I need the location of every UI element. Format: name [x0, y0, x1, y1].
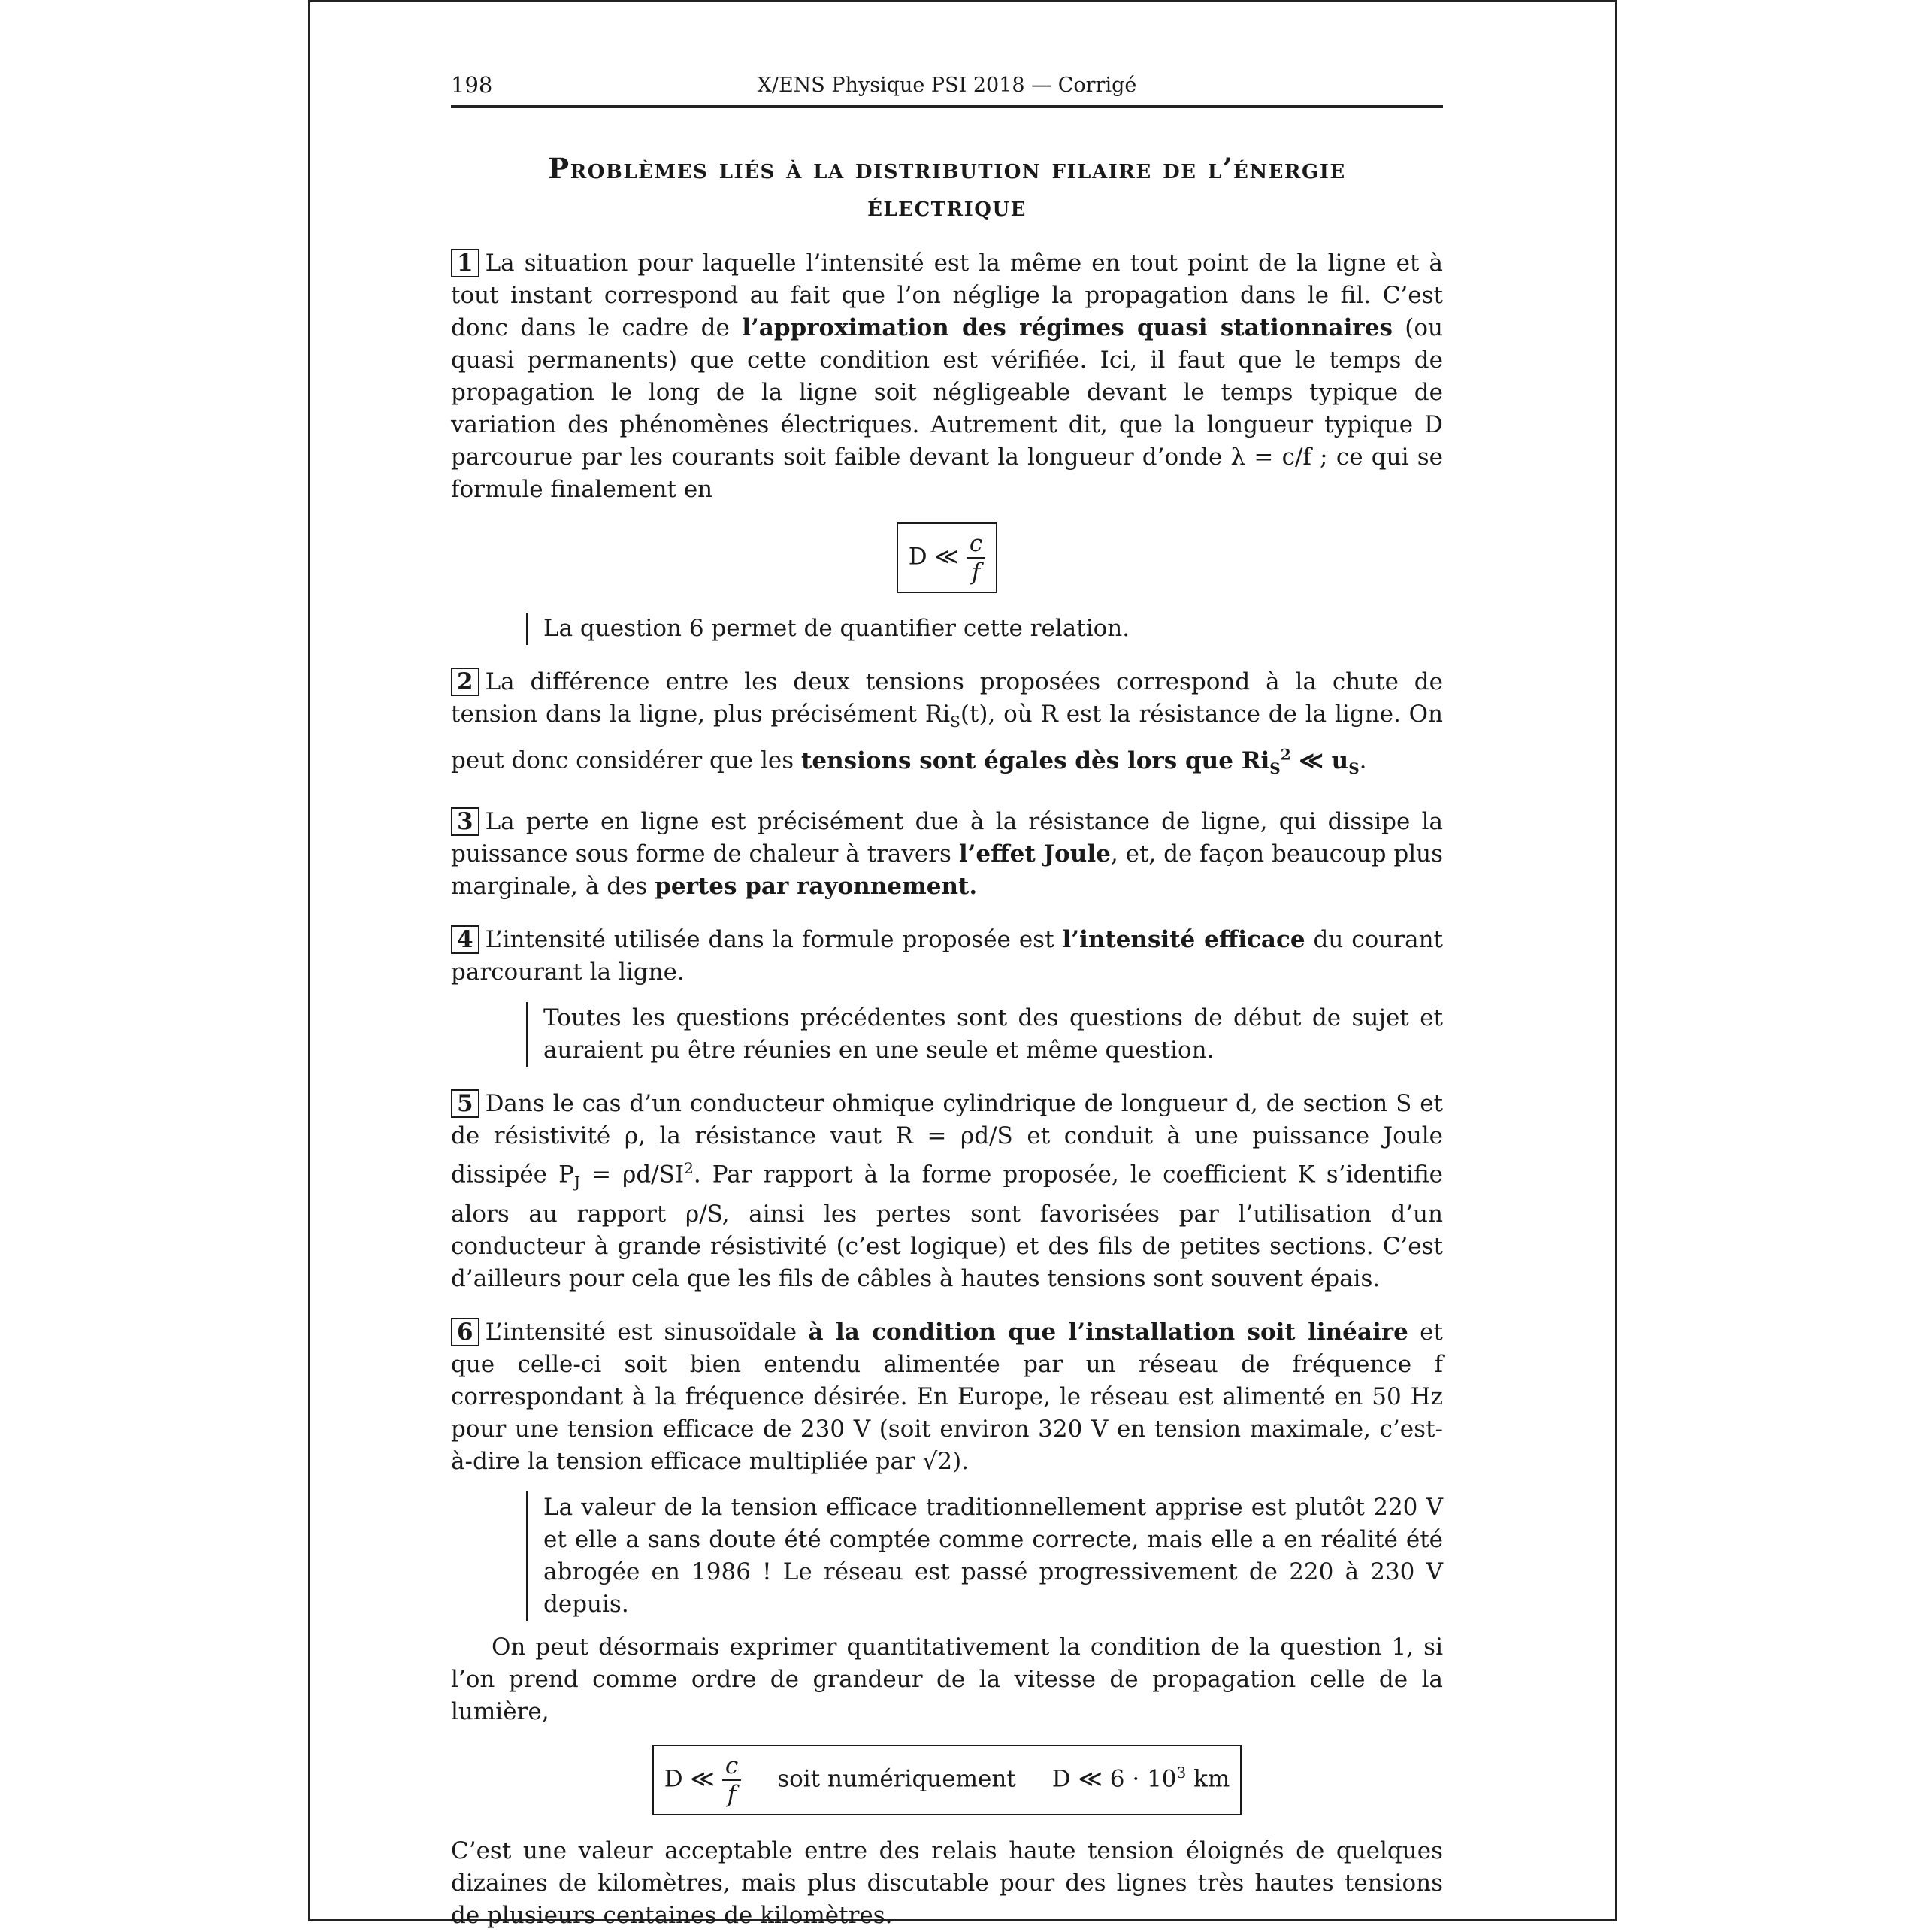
question-6 [451, 1316, 1443, 1478]
remark-4 [526, 1002, 1443, 1067]
question-5 [451, 1088, 1443, 1296]
remark-6 [526, 1491, 1443, 1621]
remark-text: Toutes les questions précédentes sont des questions de début de sujet et auraient pu être réunies en une seule et même question. [543, 1004, 1443, 1064]
question-1 [451, 247, 1443, 506]
frac-den: f [727, 1781, 737, 1809]
question-number: 3 [451, 807, 479, 836]
q5-text: Dans le cas d’un conducteur ohmique cylindrique de longueur d, de section S et de résistivité ρ, la résistance vaut R = ρd/S et conduit à une puissance Joule dissipée P [451, 1089, 1443, 1189]
eq-lhs: D ≪ [908, 543, 959, 571]
page-content [451, 72, 1443, 1932]
eq-rhs-unit: km [1186, 1765, 1230, 1793]
q2-sub: S [950, 713, 960, 731]
eq-rhs: D ≪ 6 · 10 [1051, 1765, 1177, 1793]
fraction [967, 530, 985, 586]
q6-final-paragraph: C’est une valeur acceptable entre des relais haute tension éloignés de quelques dizaines de kilomètres, mais plus discutable pour des lignes très hautes tensions de plusieurs centaines de kilomètres. [451, 1837, 1443, 1930]
q3-text-a: La perte en ligne est précisément due à la résistance de ligne, qui dissipe la puissance sous forme de chaleur à travers [451, 807, 1443, 868]
frac-den: f [971, 559, 981, 586]
fraction [722, 1752, 741, 1808]
q6-text-a: L’intensité est sinusoïdale [485, 1319, 809, 1346]
equation-2 [451, 1745, 1443, 1815]
eq-rhs-sup: 3 [1176, 1764, 1187, 1782]
section-title: Problèmes liés à la distribution filaire de l’énergie électrique [548, 152, 1346, 223]
q6-text-b: et que celle-ci soit bien entendu alimentée par un réseau de fréquence f correspondant à la fréquence désirée. En Europe, le réseau est alimenté en 50 Hz pour une tension efficace de 230 V (soit environ 320 V en tension maximale, c’est-à-dire la tension efficace multipliée par √2). [451, 1319, 1443, 1476]
page-number: 198 [451, 72, 493, 98]
q2-bold-end-sub: S [1348, 759, 1360, 777]
q6-paragraph: On peut désormais exprimer quantitativement la condition de la question 1, si l’on prend comme ordre de grandeur de la vitesse de propagation celle de la lumière, [451, 1634, 1443, 1726]
boxed-equation [652, 1745, 1242, 1815]
q3-text-b: , et, de façon beaucoup plus marginale, à des [451, 840, 1443, 900]
q2-bold [801, 745, 1360, 777]
question-4 [451, 924, 1443, 989]
header-title: X/ENS Physique PSI 2018 — Corrigé [757, 74, 1137, 97]
q5-text-b: = ρd/SI [580, 1161, 685, 1189]
running-header [451, 72, 1443, 108]
q1-bold: l’approximation des régimes quasi stationnaires [742, 314, 1393, 341]
question-number: 6 [451, 1318, 479, 1346]
q2-text-a: La différence entre les deux tensions proposées correspond à la chute de tension dans la ligne, plus précisément Ri [451, 668, 1443, 728]
q2-text-t: (t), où R est la résistance de la ligne. On peut donc considérer que les [451, 701, 1443, 774]
question-number: 2 [451, 668, 479, 696]
q5-sub: J [573, 1173, 580, 1192]
q4-bold: l’intensité efficace [1062, 925, 1305, 953]
eq-mid-text: soit numériquement [777, 1765, 1016, 1793]
frac-num: c [722, 1752, 741, 1781]
question-number: 4 [451, 925, 479, 954]
question-3 [451, 806, 1443, 903]
q2-bold-sup: 2 [1280, 745, 1291, 764]
q1-text-a: La situation pour laquelle l’intensité est la même en tout point de la ligne et à tout instant correspond au fait que l’on néglige la propagation dans le fil. C’est donc dans le cadre de [451, 250, 1443, 341]
question-number: 1 [451, 249, 479, 277]
boxed-equation [897, 522, 998, 593]
remark-text: La valeur de la tension efficace traditionnellement apprise est plutôt 220 V et elle a sans doute été comptée comme correcte, mais elle a en réalité été abrogée en 1986 ! Le réseau est passé progressivement de 220 à 230 V depuis. [543, 1494, 1443, 1619]
q2-bold-end: ≪ u [1290, 746, 1349, 774]
q5-text-c: . Par rapport à la forme proposée, le coefficient K s’identifie alors au rapport ρ/S, ainsi les pertes sont favorisées par l’utilisation d’un conducteur à grande résistivité (c’est logique) et des fils de petites sections. C’est d’ailleurs pour cela que les fils de câbles à hautes tensions sont souvent épais. [451, 1161, 1443, 1293]
equation-1 [451, 522, 1443, 593]
q1-text-b: (ou quasi permanents) que cette condition est vérifiée. Ici, il faut que le temps de propagation le long de la ligne soit négligeable devant le temps typique de variation des phénomènes électriques. Autrement dit, que la longueur typique D parcourue par les courants soit faible devant la longueur d’onde λ = c/f ; ce qui se formule finalement en [451, 314, 1444, 503]
q4-text-a: L’intensité utilisée dans la formule proposée est [485, 925, 1063, 953]
eq-lhs: D ≪ [664, 1765, 715, 1793]
q3-bold-1: l’effet Joule [958, 840, 1111, 868]
remark-1 [526, 613, 1443, 645]
q4-text-b: du courant parcourant la ligne. [451, 925, 1443, 986]
question-number: 5 [451, 1089, 479, 1118]
q2-end: . [1359, 746, 1367, 774]
q6-bold: à la condition que l’installation soit linéaire [808, 1319, 1408, 1346]
frac-num: c [967, 530, 985, 559]
remark-text: La question 6 permet de quantifier cette relation. [543, 615, 1130, 642]
q5-sup: 2 [684, 1158, 694, 1177]
q3-bold-2: pertes par rayonnement. [655, 872, 978, 900]
question-2 [451, 666, 1443, 785]
q2-bold-sub: S [1269, 759, 1281, 777]
q2-bold-a: tensions sont égales dès lors que Ri [801, 746, 1270, 774]
